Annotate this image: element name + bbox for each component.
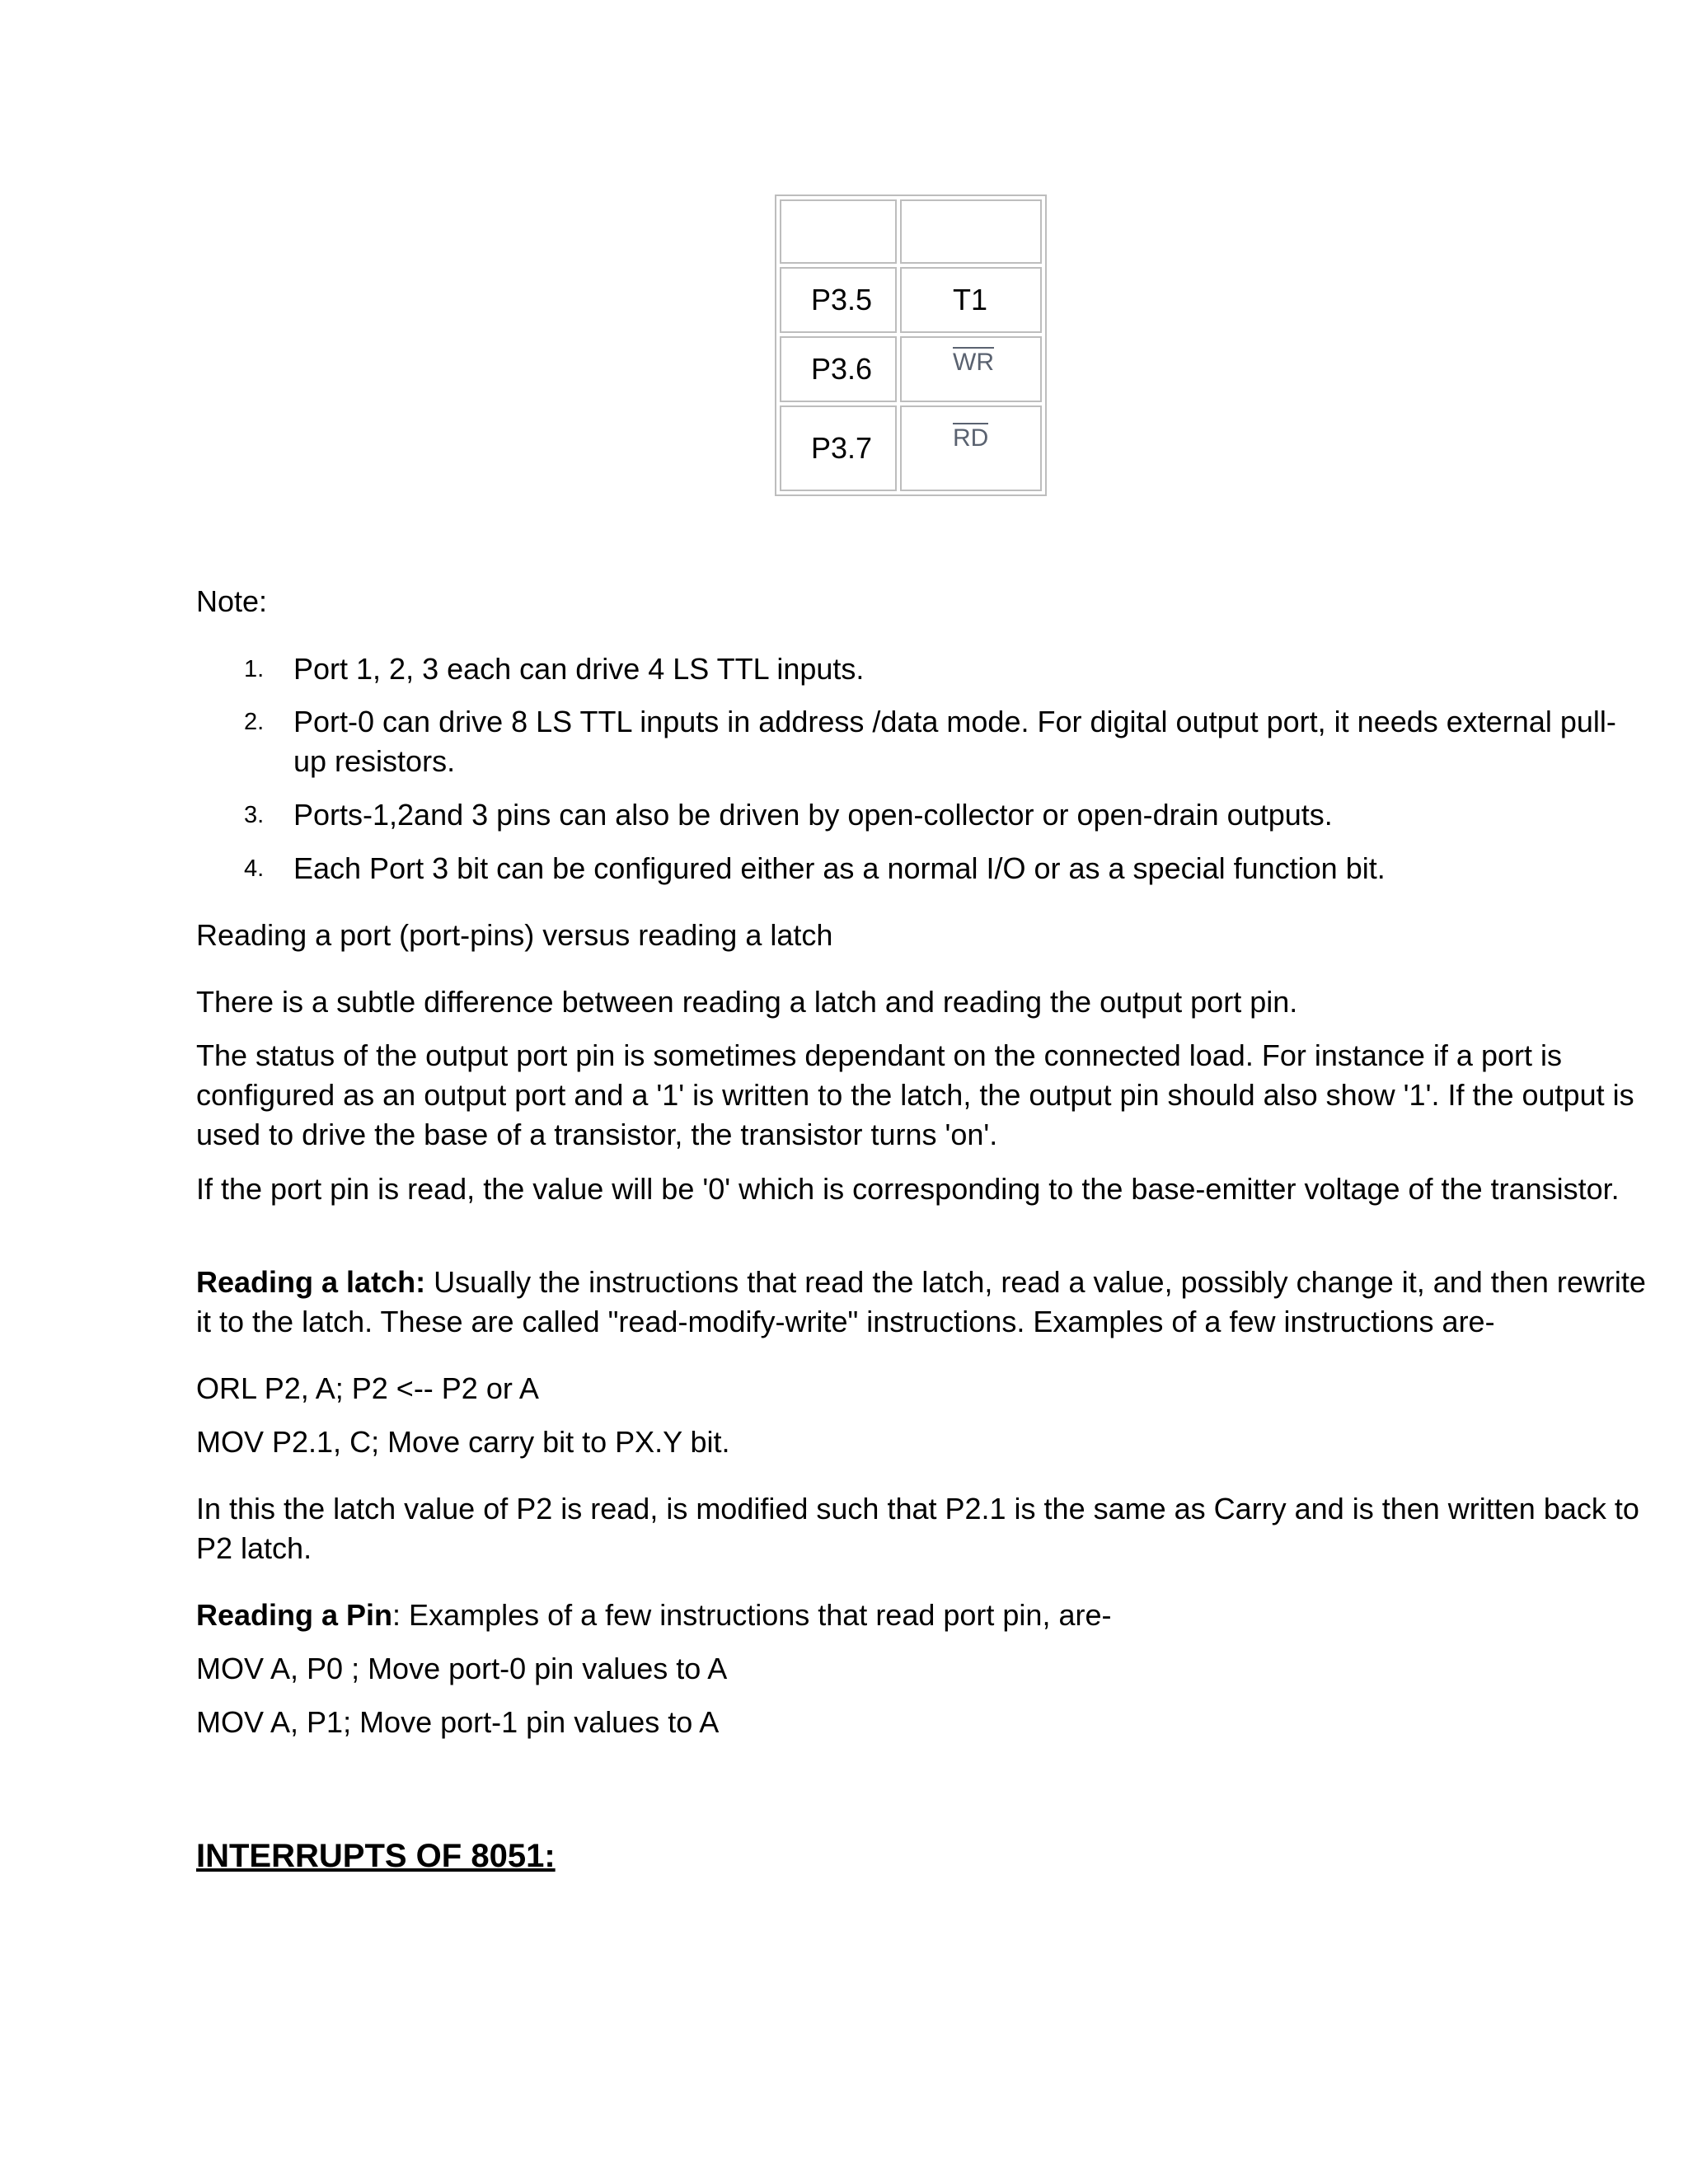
table-row <box>780 336 1042 402</box>
interrupts-heading: INTERRUPTS OF 8051: <box>196 1838 556 1874</box>
paragraph: If the port pin is read, the value will be '0' which is corresponding to the base-emitter voltage of the transistor. <box>196 1172 1620 1206</box>
paragraph: In this the latch value of P2 is read, is modified such that P2.1 is the same as Carry and is then written back to P2 latch. <box>196 1492 1639 1565</box>
table-row <box>780 199 1042 264</box>
pin-cell: P3.6 <box>780 336 897 402</box>
rd-overbar-label: RD <box>953 424 989 452</box>
note-label: Note: <box>196 584 268 618</box>
paragraph: There is a subtle difference between reading a latch and reading the output port pin. <box>196 985 1298 1019</box>
list-number: 3. <box>244 802 265 828</box>
function-cell <box>900 405 1042 491</box>
table-row <box>780 267 1042 333</box>
list-item: Each Port 3 bit can be configured either as a normal I/O or as a special function bit. <box>293 851 1386 885</box>
paragraph-reading-pin <box>196 1596 1647 1635</box>
function-cell: T1 <box>900 267 1042 333</box>
list-item: Ports-1,2and 3 pins can also be driven by open-collector or open-drain outputs. <box>293 798 1333 832</box>
code-line: MOV A, P1; Move port-1 pin values to A <box>196 1705 720 1739</box>
code-line: MOV P2.1, C; Move carry bit to PX.Y bit. <box>196 1425 730 1459</box>
table-row <box>780 405 1042 491</box>
list-item: Port-0 can drive 8 LS TTL inputs in address /data mode. For digital output port, it needs external pull-up resistors. <box>293 705 1616 778</box>
function-cell <box>900 336 1042 402</box>
code-line: MOV A, P0 ; Move port-0 pin values to A <box>196 1652 728 1685</box>
reading-latch-text: Usually the instructions that read the latch, read a value, possibly change it, and then rewrite it to the latch. These are called "read-modify-write" instructions. Examples of a few instructions are- <box>196 1265 1646 1338</box>
list-item: Port 1, 2, 3 each can drive 4 LS TTL inputs. <box>293 652 865 686</box>
function-cell <box>900 199 1042 264</box>
wr-overbar-label: WR <box>953 349 994 376</box>
pin-cell: P3.5 <box>780 267 897 333</box>
paragraph: The status of the output port pin is sometimes dependant on the connected load. For instance if a port is configured as an output port and a '1' is written to the latch, the output pin should also show '1'. If the output is used to drive the base of a transistor, the transistor turns 'on'. <box>196 1038 1634 1151</box>
reading-pin-text: : Examples of a few instructions that read port pin, are- <box>392 1598 1112 1632</box>
port3-pin-table <box>775 194 1047 496</box>
paragraph-reading-latch <box>196 1263 1647 1342</box>
pin-cell <box>780 199 897 264</box>
code-line: ORL P2, A; P2 <-- P2 or A <box>196 1371 539 1405</box>
list-number: 2. <box>244 709 265 735</box>
reading-latch-label: Reading a latch: <box>196 1265 426 1299</box>
reading-pin-label: Reading a Pin <box>196 1598 393 1632</box>
list-number: 1. <box>244 656 265 682</box>
pin-cell: P3.7 <box>780 405 897 491</box>
list-number: 4. <box>244 855 265 882</box>
section-heading-reading: Reading a port (port-pins) versus reading a latch <box>196 918 833 952</box>
